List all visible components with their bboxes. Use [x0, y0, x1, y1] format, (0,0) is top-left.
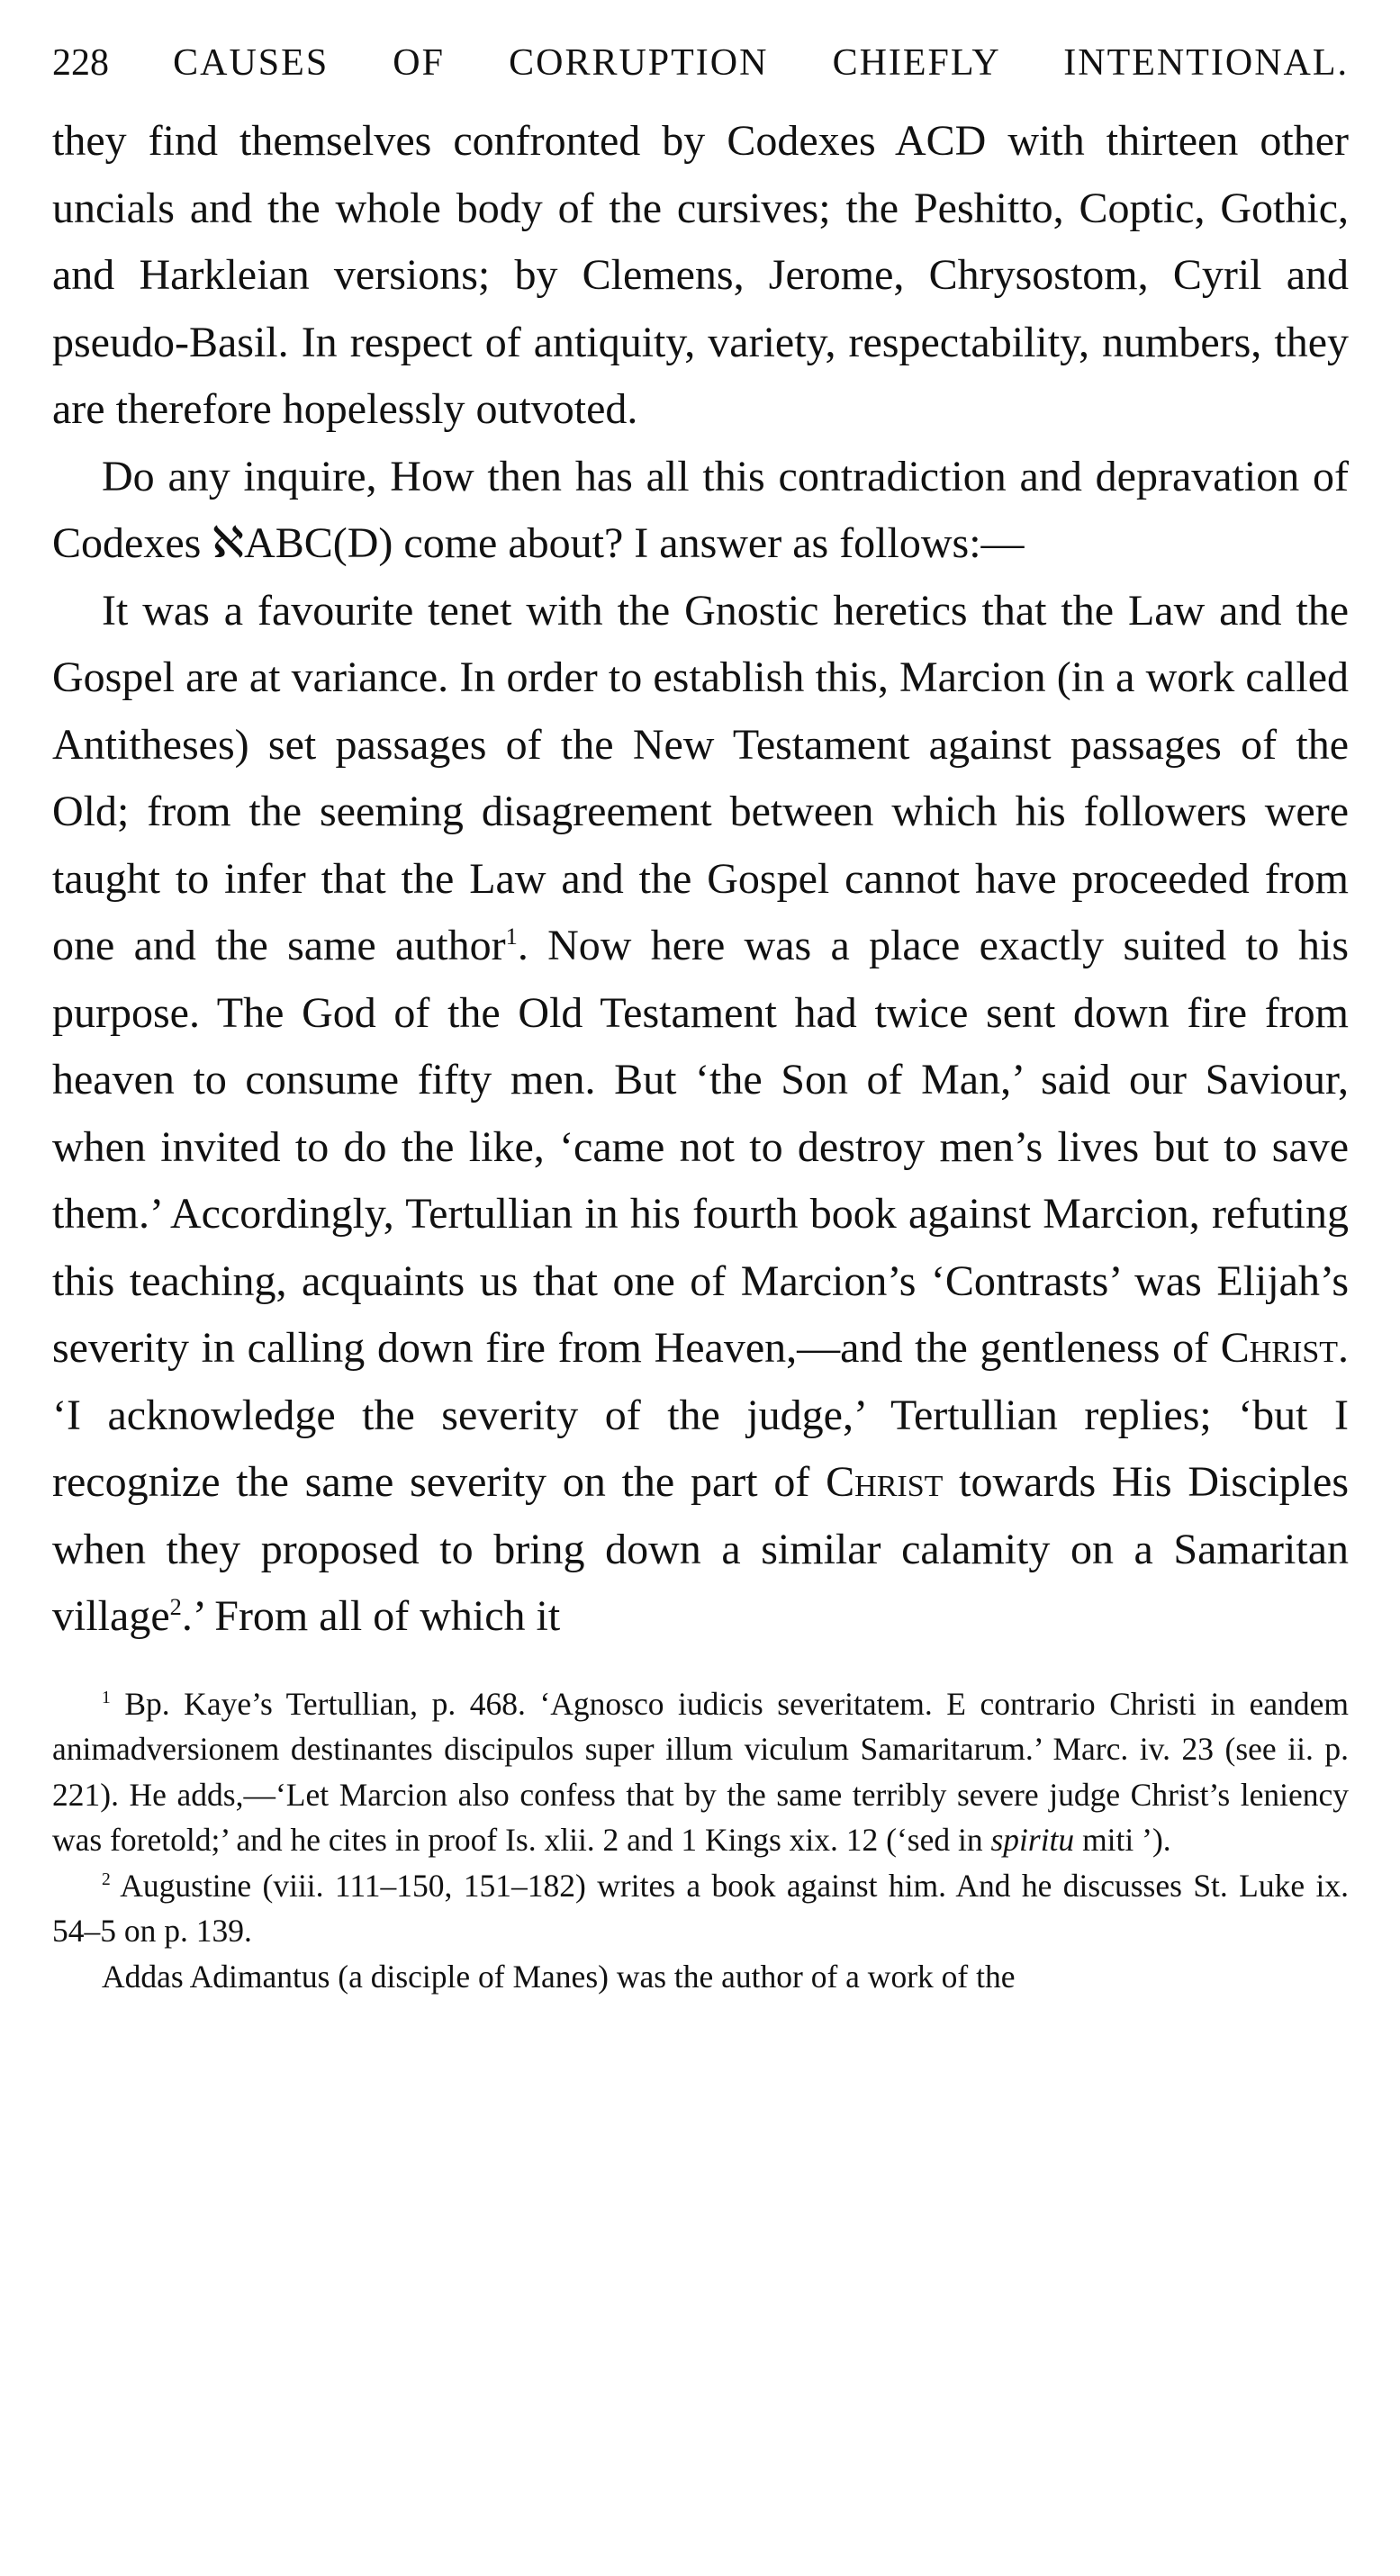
paragraph-3-text-5: .’ From all of which it [181, 1592, 561, 1640]
book-page [52, 36, 1349, 1999]
footnotes [52, 1681, 1349, 2000]
footnote-2-text: Augustine (viii. 111–150, 151–182) writes a book against him. And he discusses St. Luke ix. 54–5 on p. 139. [52, 1867, 1349, 1949]
footnote-1-italic: spiritu [990, 1822, 1075, 1858]
paragraph-3-text-4: towards His Disciples when they proposed to bring down a similar calamity on a Samaritan village [52, 1458, 1350, 1640]
footnote-1-text-a: Bp. Kaye’s Tertullian, p. 468. ‘Agnosco iudicis severitatem. E contrario Christi in eandem animadversionem destinantes discipulos super illum viculum Samaritarum.’ Marc. iv. 23 (see ii. p. 221). He adds,—‘Let Marcion also confess that by the same terribly severe judge Christ’s leniency was foretold;’ and he cites in proof Is. xlii. 2 and 1 Kings xix. 12 (‘sed in [52, 1685, 1349, 1858]
footnote-1-text-b: miti ’). [1074, 1822, 1171, 1858]
footnote-1-marker: 1 [102, 1688, 111, 1707]
footnote-ref-2: 2 [169, 1593, 182, 1620]
paragraph-3-text-3: . ‘I acknowledge the severity of the judge,’ Tertullian replies; ‘but I recognize the same severity on the part of [52, 1324, 1349, 1506]
footnote-2-marker: 2 [102, 1869, 111, 1889]
footnote-3: Addas Adimantus (a disciple of Manes) was the author of a work of the [102, 1958, 1016, 1995]
footnote-2 [52, 1863, 1349, 1954]
paragraph-1: they find themselves confronted by Codexes ACD with thirteen other uncials and the whole body of the cursives; the Peshitto, Coptic, Gothic, and Harkleian versions; by Clemens, Jerome, Chrysostom, Cyril and pseudo-Basil. In respect of antiquity, variety, respectability, numbers, they are therefore hopelessly outvoted. [52, 117, 1349, 433]
running-head [52, 36, 1349, 108]
paragraph-3-text-1: It was a favourite tenet with the Gnostic heretics that the Law and the Gospel are at variance. In order to establish this, Marcion (in a work called Antitheses) set passages of the New Testament against passages of the Old; from the seeming disagreement between which his followers were taught to infer that the Law and the Gospel cannot have proceeded from one and the same author [52, 586, 1349, 969]
page-number: 228 [52, 42, 109, 84]
paragraph-3 [52, 578, 1349, 1651]
footnote-ref-1: 1 [505, 923, 518, 950]
footnote-1 [52, 1681, 1349, 1863]
body-text [52, 108, 1349, 1651]
christ-small-caps: Christ [826, 1458, 944, 1506]
running-title: CAUSES OF CORRUPTION CHIEFLY INTENTIONAL. [173, 42, 1350, 84]
paragraph-2: Do any inquire, How then has all this contradiction and depravation of Codexes ℵABC(D) come about? I answer as follows:— [52, 452, 1349, 567]
christ-small-caps: Christ [1220, 1324, 1338, 1372]
paragraph-3-text-2: . Now here was a place exactly suited to his purpose. The God of the Old Testament had twice sent down fire from heaven to consume fifty men. But ‘the Son of Man,’ said our Saviour, when invited to do the like, ‘came not to destroy men’s lives but to save them.’ Accordingly, Tertullian in his fourth book against Marcion, refuting this teaching, acquaints us that one of Marcion’s ‘Contrasts’ was Elijah’s severity in calling down fire from Heaven,—and the gentleness of [52, 922, 1350, 1372]
